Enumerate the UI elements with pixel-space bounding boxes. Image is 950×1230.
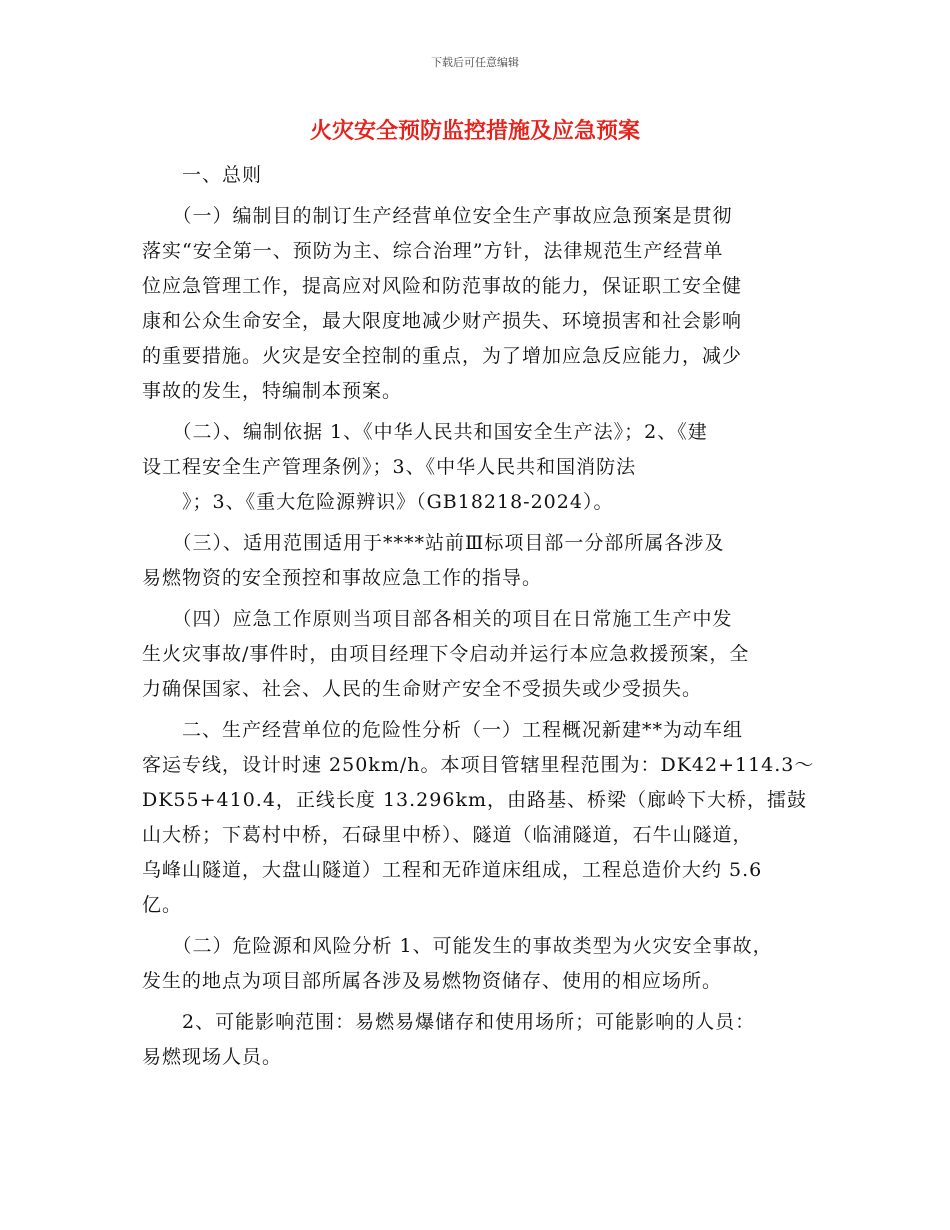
text-line: 》；3、《重大危险源辨识》（GB18218-2024）。 <box>142 491 614 513</box>
document-title: 火灾安全预防监控措施及应急预案 <box>309 119 640 144</box>
text-line: （三）、适用范围适用于****站前Ⅲ标项目部一分部所属各涉及 <box>142 532 725 554</box>
text-line: 康和公众生命安全，最大限度地减少财产损失、环境损害和社会影响 <box>142 310 743 332</box>
paragraph <box>142 199 814 409</box>
paragraph <box>142 602 814 707</box>
text-line: 生火灾事故/事件时，由项目经理下令启动并运行本应急救援预案，全 <box>142 643 750 665</box>
paragraph <box>142 526 814 596</box>
text-line: 事故的发生，特编制本预案。 <box>142 380 403 402</box>
paragraph <box>142 158 814 193</box>
text-line: （二）危险源和风险分析 1、可能发生的事故类型为火灾安全事故， <box>142 935 773 957</box>
text-line: 二、生产经营单位的危险性分析（一）工程概况新建**为动车组 <box>142 719 744 741</box>
text-line: 乌峰山隧道，大盘山隧道）工程和无砟道床组成，工程总造价大约 5.6 <box>142 859 763 881</box>
text-line: 亿。 <box>142 894 183 916</box>
text-line: 落实“安全第一、预防为主、综合治理”方针，法律规范生产经营单 <box>142 240 724 262</box>
text-line: （四）应急工作原则当项目部各相关的项目在日常施工生产中发 <box>142 608 733 630</box>
document-body <box>142 158 814 1075</box>
paragraph <box>142 415 814 520</box>
paragraph <box>142 1005 814 1075</box>
text-line: 2、可能影响范围：易燃易爆储存和使用场所；可能影响的人员： <box>142 1011 756 1033</box>
text-line: 发生的地点为项目部所属各涉及易燃物资储存、使用的相应场所。 <box>142 970 723 992</box>
page-header: 下载后可任意编辑 <box>431 56 519 69</box>
text-line: 易燃现场人员。 <box>142 1046 283 1068</box>
text-line: 山大桥；下葛村中桥，石碌里中桥）、隧道（临浦隧道，石牛山隧道， <box>142 824 753 846</box>
text-line: 力确保国家、社会、人民的生命财产安全不受损失或少受损失。 <box>142 678 703 700</box>
text-line: 易燃物资的安全预控和事故应急工作的指导。 <box>142 567 543 589</box>
paragraph <box>142 929 814 999</box>
text-line: 客运专线，设计时速 250km/h。本项目管辖里程范围为：DK42+114.3～ <box>142 754 815 776</box>
text-line: DK55+410.4，正线长度 13.296km，由路基、桥梁（廊岭下大桥，擂鼓 <box>142 789 807 811</box>
text-line: 一、总则 <box>142 164 263 186</box>
text-line: （一）编制目的制订生产经营单位安全生产事故应急预案是贯彻 <box>142 205 733 227</box>
text-line: 的重要措施。火灾是安全控制的重点，为了增加应急反应能力，减少 <box>142 345 743 367</box>
paragraph <box>142 713 814 923</box>
text-line: 设工程安全生产管理条例》；3、《中华人民共和国消防法 <box>142 456 637 478</box>
text-line: （二）、编制依据 1、《中华人民共和国安全生产法》；2、《建 <box>142 421 708 443</box>
text-line: 位应急管理工作，提高应对风险和防范事故的能力，保证职工安全健 <box>142 275 743 297</box>
